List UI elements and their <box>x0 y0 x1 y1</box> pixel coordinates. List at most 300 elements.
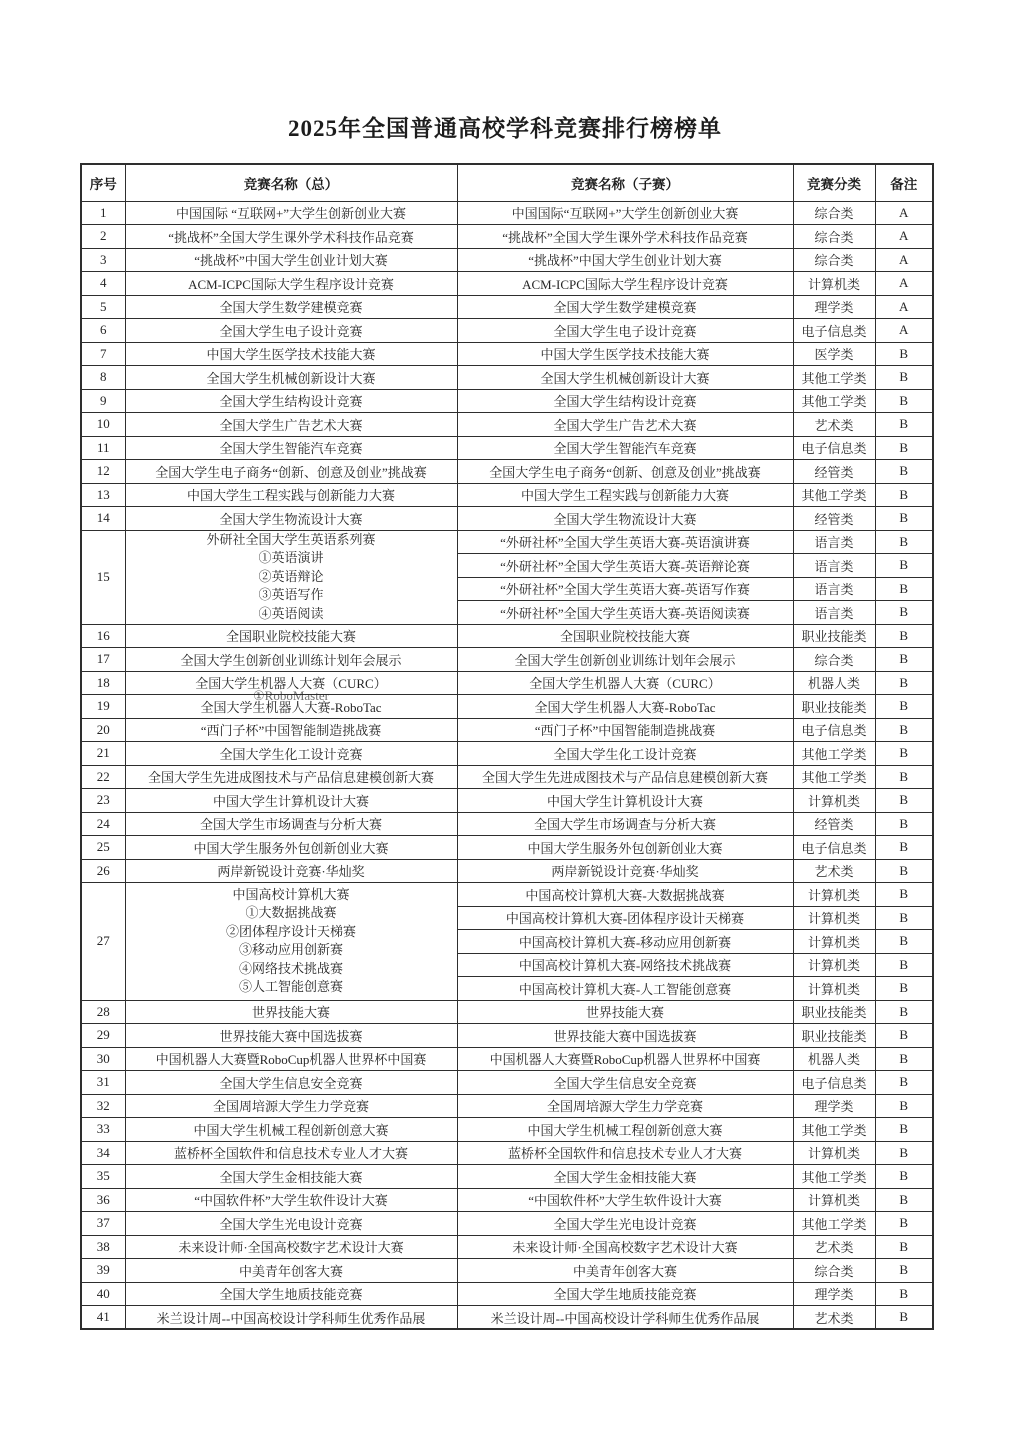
total-name-line: ⑤人工智能创意赛 <box>238 979 343 995</box>
category-cell: 综合类 <box>793 248 875 272</box>
row-number-cell: 1 <box>81 201 125 225</box>
table-body <box>81 201 933 1329</box>
category-cell: 经管类 <box>793 507 875 531</box>
total-name-line: 全国大学生金相技能大赛 <box>219 1169 363 1185</box>
row-number-cell: 34 <box>81 1141 125 1165</box>
table-row <box>81 389 933 413</box>
note-cell: B <box>875 742 933 766</box>
note-cell: B <box>875 413 933 437</box>
category-cell: 计算机类 <box>793 930 875 954</box>
row-number-cell: 4 <box>81 272 125 296</box>
competition-total-cell <box>125 413 457 437</box>
competition-total-cell <box>125 1024 457 1048</box>
category-cell: 计算机类 <box>793 977 875 1001</box>
row-number-cell: 19 <box>81 695 125 719</box>
row-number-cell: 29 <box>81 1024 125 1048</box>
competition-total-cell <box>125 1306 457 1330</box>
table-row <box>81 742 933 766</box>
competition-total-cell <box>125 530 457 624</box>
total-name-line: 蓝桥杯全国软件和信息技术专业人才大赛 <box>173 1146 408 1162</box>
row-number-cell: 20 <box>81 718 125 742</box>
total-name-line: 世界技能大赛中国选拔赛 <box>219 1028 363 1044</box>
note-cell: B <box>875 366 933 390</box>
total-name-line: 中国大学生机械工程创新创意大赛 <box>193 1122 389 1138</box>
table-row <box>81 695 933 719</box>
table-row <box>81 812 933 836</box>
note-cell: B <box>875 906 933 930</box>
total-name-line: 全国大学生电子设计竞赛 <box>219 323 363 339</box>
competition-ranking-table <box>80 163 934 1330</box>
category-cell: 艺术类 <box>793 413 875 437</box>
note-cell: B <box>875 436 933 460</box>
note-cell: A <box>875 319 933 343</box>
table-row <box>81 295 933 319</box>
total-name-line: 中国大学生医学技术技能大赛 <box>206 347 376 363</box>
category-cell: 其他工学类 <box>793 483 875 507</box>
total-name-line: 全国周培源大学生力学竞赛 <box>212 1099 369 1115</box>
note-cell: B <box>875 859 933 883</box>
competition-sub-cell: “挑战杯”中国大学生创业计划大赛 <box>457 248 793 272</box>
competition-total-cell <box>125 718 457 742</box>
competition-sub-cell: 蓝桥杯全国软件和信息技术专业人才大赛 <box>457 1141 793 1165</box>
category-cell: 计算机类 <box>793 272 875 296</box>
competition-total-cell <box>125 1259 457 1283</box>
total-name-line: 全国大学生机械创新设计大赛 <box>206 370 376 386</box>
competition-total-cell <box>125 765 457 789</box>
note-cell: B <box>875 789 933 813</box>
total-name-line: “挑战杯”全国大学生课外学术科技作品竞赛 <box>168 229 414 245</box>
row-number-cell: 18 <box>81 671 125 695</box>
total-name-line: 全国大学生电子商务“创新、创意及创业”挑战赛 <box>155 464 427 480</box>
category-cell: 其他工学类 <box>793 765 875 789</box>
total-name-line: ③移动应用创新赛 <box>238 942 343 958</box>
note-cell: B <box>875 1188 933 1212</box>
competition-sub-cell: 全国大学生智能汽车竞赛 <box>457 436 793 460</box>
competition-total-cell <box>125 1235 457 1259</box>
total-name-line: 全国大学生结构设计竞赛 <box>219 394 363 410</box>
category-cell: 理学类 <box>793 1282 875 1306</box>
competition-total-cell <box>125 789 457 813</box>
competition-total-cell <box>125 836 457 860</box>
note-cell: B <box>875 695 933 719</box>
competition-sub-cell: 中国大学生医学技术技能大赛 <box>457 342 793 366</box>
row-number-cell: 2 <box>81 225 125 249</box>
competition-sub-cell: 全国大学生数学建模竞赛 <box>457 295 793 319</box>
competition-total-cell <box>125 695 457 719</box>
competition-sub-cell: 全国大学生市场调查与分析大赛 <box>457 812 793 836</box>
competition-sub-cell: 全国大学生机器人大赛-RoboTac <box>457 695 793 719</box>
total-name-line: 全国大学生广告艺术大赛 <box>219 417 363 433</box>
clipped-text-line: ①RoboMaster <box>253 688 329 703</box>
table-row <box>81 1306 933 1330</box>
row-number-cell: 33 <box>81 1118 125 1142</box>
row-number-cell: 37 <box>81 1212 125 1236</box>
competition-sub-cell: “外研社杯”全国大学生英语大赛-英语演讲赛 <box>457 530 793 554</box>
competition-total-cell <box>125 342 457 366</box>
note-cell: B <box>875 577 933 601</box>
table-row <box>81 460 933 484</box>
total-name-line: 全国大学生物流设计大赛 <box>219 511 363 527</box>
competition-total-cell <box>125 483 457 507</box>
competition-sub-cell: 全国大学生创新创业训练计划年会展示 <box>457 648 793 672</box>
row-number-cell: 14 <box>81 507 125 531</box>
total-name-line: 中国机器人大赛暨RoboCup机器人世界杯中国赛 <box>155 1052 427 1068</box>
competition-sub-cell: “外研社杯”全国大学生英语大赛-英语辩论赛 <box>457 554 793 578</box>
total-name-line: “中国软件杯”大学生软件设计大赛 <box>194 1193 388 1209</box>
total-name-line: 全国大学生先进成图技术与产品信息建模创新大赛 <box>147 770 434 786</box>
header-competition-name-total: 竞赛名称（总） <box>125 164 457 201</box>
table-row <box>81 1047 933 1071</box>
table-row <box>81 789 933 813</box>
total-name-line: 中国高校计算机大赛 <box>232 886 350 902</box>
total-name-line: 米兰设计周--中国高校设计学科师生优秀作品展 <box>156 1310 426 1326</box>
category-cell: 机器人类 <box>793 1047 875 1071</box>
note-cell: B <box>875 601 933 625</box>
table-row <box>81 201 933 225</box>
total-name-line: ③英语写作 <box>258 587 324 603</box>
table-row <box>81 883 933 907</box>
table-row <box>81 436 933 460</box>
total-name-line: 未来设计师·全国高校数字艺术设计大赛 <box>178 1240 404 1256</box>
total-name-line: 全国大学生市场调查与分析大赛 <box>199 817 382 833</box>
category-cell: 机器人类 <box>793 671 875 695</box>
competition-sub-cell: 全国大学生先进成图技术与产品信息建模创新大赛 <box>457 765 793 789</box>
row-number-cell: 41 <box>81 1306 125 1330</box>
total-name-line: 世界技能大赛 <box>251 1005 330 1021</box>
competition-sub-cell: “挑战杯”全国大学生课外学术科技作品竞赛 <box>457 225 793 249</box>
category-cell: 其他工学类 <box>793 366 875 390</box>
competition-total-cell <box>125 1282 457 1306</box>
competition-total-cell <box>125 859 457 883</box>
category-cell: 计算机类 <box>793 1141 875 1165</box>
table-row <box>81 671 933 695</box>
category-cell: 经管类 <box>793 812 875 836</box>
note-cell: B <box>875 1000 933 1024</box>
note-cell: B <box>875 460 933 484</box>
total-name-line: ①大数据挑战赛 <box>245 905 337 921</box>
row-number-cell: 25 <box>81 836 125 860</box>
category-cell: 职业技能类 <box>793 1024 875 1048</box>
table-row <box>81 272 933 296</box>
competition-total-cell <box>125 624 457 648</box>
competition-sub-cell: 未来设计师·全国高校数字艺术设计大赛 <box>457 1235 793 1259</box>
row-number-cell: 22 <box>81 765 125 789</box>
competition-total-cell <box>125 1188 457 1212</box>
total-name-line: 全国大学生数学建模竞赛 <box>219 300 363 316</box>
note-cell: B <box>875 530 933 554</box>
category-cell: 计算机类 <box>793 906 875 930</box>
table-row <box>81 1165 933 1189</box>
table-row <box>81 225 933 249</box>
table-row <box>81 1141 933 1165</box>
total-name-line: “挑战杯”中国大学生创业计划大赛 <box>194 253 388 269</box>
row-number-cell: 12 <box>81 460 125 484</box>
competition-sub-cell: “中国软件杯”大学生软件设计大赛 <box>457 1188 793 1212</box>
competition-sub-cell: 全国大学生结构设计竞赛 <box>457 389 793 413</box>
competition-total-cell <box>125 1094 457 1118</box>
table-row <box>81 530 933 554</box>
competition-sub-cell: 中国高校计算机大赛-网络技术挑战赛 <box>457 953 793 977</box>
competition-total-cell <box>125 272 457 296</box>
total-name-line: ④英语阅读 <box>258 605 324 621</box>
table-row <box>81 718 933 742</box>
total-name-line: 全国大学生智能汽车竞赛 <box>219 441 363 457</box>
competition-sub-cell: 全国职业院校技能大赛 <box>457 624 793 648</box>
note-cell: B <box>875 1141 933 1165</box>
competition-sub-cell: 中国大学生服务外包创新创业大赛 <box>457 836 793 860</box>
competition-total-cell <box>125 507 457 531</box>
note-cell: B <box>875 1024 933 1048</box>
row-number-cell: 28 <box>81 1000 125 1024</box>
category-cell: 计算机类 <box>793 953 875 977</box>
competition-total-cell <box>125 812 457 836</box>
row-number-cell: 9 <box>81 389 125 413</box>
competition-sub-cell: 中国高校计算机大赛-大数据挑战赛 <box>457 883 793 907</box>
note-cell: B <box>875 1259 933 1283</box>
note-cell: B <box>875 483 933 507</box>
competition-sub-cell: 全国大学生地质技能竞赛 <box>457 1282 793 1306</box>
row-number-cell: 26 <box>81 859 125 883</box>
category-cell: 电子信息类 <box>793 319 875 343</box>
total-name-line: 全国大学生化工设计竞赛 <box>219 746 363 762</box>
category-cell: 职业技能类 <box>793 695 875 719</box>
category-cell: 医学类 <box>793 342 875 366</box>
header-row <box>81 164 933 201</box>
competition-sub-cell: 全国大学生信息安全竞赛 <box>457 1071 793 1095</box>
row-number-cell: 38 <box>81 1235 125 1259</box>
competition-sub-cell: 全国大学生机械创新设计大赛 <box>457 366 793 390</box>
competition-sub-cell: 中国大学生机械工程创新创意大赛 <box>457 1118 793 1142</box>
category-cell: 职业技能类 <box>793 1000 875 1024</box>
competition-sub-cell: 中国高校计算机大赛-移动应用创新赛 <box>457 930 793 954</box>
competition-total-cell <box>125 648 457 672</box>
table-row <box>81 366 933 390</box>
total-name-line: ④网络技术挑战赛 <box>238 960 343 976</box>
total-name-line: 中国大学生服务外包创新创业大赛 <box>193 840 389 856</box>
competition-sub-cell: 中国大学生计算机设计大赛 <box>457 789 793 813</box>
row-number-cell: 36 <box>81 1188 125 1212</box>
note-cell: B <box>875 812 933 836</box>
table-row <box>81 248 933 272</box>
category-cell: 职业技能类 <box>793 624 875 648</box>
category-cell: 综合类 <box>793 648 875 672</box>
category-cell: 计算机类 <box>793 789 875 813</box>
total-name-line: 两岸新锐设计竞赛·华灿奖 <box>217 864 365 880</box>
row-number-cell: 39 <box>81 1259 125 1283</box>
table-row <box>81 1235 933 1259</box>
competition-sub-cell: 世界技能大赛中国选拔赛 <box>457 1024 793 1048</box>
row-number-cell: 17 <box>81 648 125 672</box>
competition-total-cell <box>125 1141 457 1165</box>
note-cell: B <box>875 624 933 648</box>
row-number-cell: 7 <box>81 342 125 366</box>
category-cell: 理学类 <box>793 1094 875 1118</box>
table-row <box>81 342 933 366</box>
row-number-cell: 30 <box>81 1047 125 1071</box>
category-cell: 经管类 <box>793 460 875 484</box>
total-name-line: 中美青年创客大赛 <box>238 1263 343 1279</box>
total-name-line: 全国大学生光电设计竞赛 <box>219 1216 363 1232</box>
category-cell: 计算机类 <box>793 883 875 907</box>
competition-total-cell <box>125 389 457 413</box>
total-name-line: ACM-ICPC国际大学生程序设计竞赛 <box>188 276 394 292</box>
table-row <box>81 1024 933 1048</box>
competition-sub-cell: 全国大学生物流设计大赛 <box>457 507 793 531</box>
table-row <box>81 319 933 343</box>
competition-total-cell <box>125 1165 457 1189</box>
note-cell: B <box>875 1165 933 1189</box>
total-name-line: 全国大学生机器人大赛-RoboTac <box>200 699 382 715</box>
category-cell: 电子信息类 <box>793 836 875 860</box>
table-row <box>81 1259 933 1283</box>
table-row <box>81 413 933 437</box>
category-cell: 理学类 <box>793 295 875 319</box>
category-cell: 电子信息类 <box>793 436 875 460</box>
note-cell: B <box>875 1306 933 1330</box>
competition-sub-cell: 中国高校计算机大赛-人工智能创意赛 <box>457 977 793 1001</box>
competition-sub-cell: 中国大学生工程实践与创新能力大赛 <box>457 483 793 507</box>
competition-sub-cell: 全国周培源大学生力学竞赛 <box>457 1094 793 1118</box>
competition-total-cell <box>125 225 457 249</box>
note-cell: A <box>875 295 933 319</box>
competition-sub-cell: 全国大学生机器人大赛（CURC） <box>457 671 793 695</box>
row-number-cell: 10 <box>81 413 125 437</box>
row-number-cell: 24 <box>81 812 125 836</box>
note-cell: A <box>875 248 933 272</box>
competition-total-cell <box>125 1000 457 1024</box>
note-cell: A <box>875 201 933 225</box>
competition-sub-cell: “外研社杯”全国大学生英语大赛-英语写作赛 <box>457 577 793 601</box>
competition-sub-cell: 全国大学生广告艺术大赛 <box>457 413 793 437</box>
competition-sub-cell: “西门子杯”中国智能制造挑战赛 <box>457 718 793 742</box>
note-cell: B <box>875 1235 933 1259</box>
competition-total-cell <box>125 366 457 390</box>
competition-total-cell <box>125 436 457 460</box>
note-cell: B <box>875 953 933 977</box>
row-number-cell: 23 <box>81 789 125 813</box>
total-name-line: “西门子杯”中国智能制造挑战赛 <box>200 723 382 739</box>
note-cell: B <box>875 883 933 907</box>
note-cell: A <box>875 272 933 296</box>
total-name-line: ②英语辩论 <box>258 568 324 584</box>
competition-total-cell <box>125 319 457 343</box>
note-cell: B <box>875 718 933 742</box>
table-row <box>81 648 933 672</box>
row-number-cell: 35 <box>81 1165 125 1189</box>
category-cell: 电子信息类 <box>793 1071 875 1095</box>
category-cell: 其他工学类 <box>793 742 875 766</box>
competition-total-cell <box>125 460 457 484</box>
competition-sub-cell: 世界技能大赛 <box>457 1000 793 1024</box>
competition-total-cell <box>125 1118 457 1142</box>
table-row <box>81 836 933 860</box>
note-cell: B <box>875 930 933 954</box>
table-row <box>81 1118 933 1142</box>
competition-sub-cell: 全国大学生光电设计竞赛 <box>457 1212 793 1236</box>
competition-total-cell <box>125 295 457 319</box>
row-number-cell: 27 <box>81 883 125 1001</box>
competition-sub-cell: 米兰设计周--中国高校设计学科师生优秀作品展 <box>457 1306 793 1330</box>
competition-sub-cell: 全国大学生电子商务“创新、创意及创业”挑战赛 <box>457 460 793 484</box>
note-cell: A <box>875 225 933 249</box>
competition-total-cell <box>125 201 457 225</box>
category-cell: 其他工学类 <box>793 1118 875 1142</box>
total-name-line: 中国国际 “互联网+”大学生创新创业大赛 <box>175 206 407 222</box>
table-row <box>81 483 933 507</box>
note-cell: B <box>875 1094 933 1118</box>
table-row <box>81 765 933 789</box>
row-number-cell: 6 <box>81 319 125 343</box>
table-row <box>81 1000 933 1024</box>
competition-sub-cell: 两岸新锐设计竞赛·华灿奖 <box>457 859 793 883</box>
row-number-cell: 40 <box>81 1282 125 1306</box>
competition-total-cell <box>125 671 457 703</box>
row-number-cell: 8 <box>81 366 125 390</box>
competition-sub-cell: 全国大学生电子设计竞赛 <box>457 319 793 343</box>
competition-sub-cell: 中国高校计算机大赛-团体程序设计天梯赛 <box>457 906 793 930</box>
note-cell: B <box>875 836 933 860</box>
category-cell: 语言类 <box>793 577 875 601</box>
total-name-line: 中国大学生工程实践与创新能力大赛 <box>186 488 395 504</box>
note-cell: B <box>875 1282 933 1306</box>
header-competition-name-sub: 竞赛名称（子赛） <box>457 164 793 201</box>
category-cell: 语言类 <box>793 530 875 554</box>
row-number-cell: 11 <box>81 436 125 460</box>
total-name-line: ①英语演讲 <box>258 550 324 566</box>
header-remark: 备注 <box>875 164 933 201</box>
note-cell: B <box>875 648 933 672</box>
page-title: 2025年全国普通高校学科竞赛排行榜榜单 <box>288 116 722 141</box>
row-number-cell: 16 <box>81 624 125 648</box>
competition-sub-cell: 全国大学生化工设计竞赛 <box>457 742 793 766</box>
note-cell: B <box>875 1071 933 1095</box>
note-cell: B <box>875 507 933 531</box>
total-name-line: 外研社全国大学生英语系列赛 <box>206 531 376 547</box>
competition-sub-cell: “外研社杯”全国大学生英语大赛-英语阅读赛 <box>457 601 793 625</box>
competition-sub-cell: 中国国际“互联网+”大学生创新创业大赛 <box>457 201 793 225</box>
category-cell: 计算机类 <box>793 1188 875 1212</box>
total-name-line: 全国大学生地质技能竞赛 <box>219 1287 363 1303</box>
total-name-line: ②团体程序设计天梯赛 <box>225 923 356 939</box>
competition-total-cell <box>125 1047 457 1071</box>
row-number-cell: 32 <box>81 1094 125 1118</box>
note-cell: B <box>875 671 933 695</box>
total-name-line: 全国大学生机器人大赛（CURC） <box>195 676 387 692</box>
competition-sub-cell: 全国大学生金相技能大赛 <box>457 1165 793 1189</box>
competition-total-cell <box>125 1212 457 1236</box>
competition-total-cell <box>125 742 457 766</box>
competition-sub-cell: 中美青年创客大赛 <box>457 1259 793 1283</box>
note-cell: B <box>875 765 933 789</box>
row-number-cell: 13 <box>81 483 125 507</box>
note-cell: B <box>875 1118 933 1142</box>
category-cell: 综合类 <box>793 225 875 249</box>
competition-sub-cell: 中国机器人大赛暨RoboCup机器人世界杯中国赛 <box>457 1047 793 1071</box>
row-number-cell: 5 <box>81 295 125 319</box>
category-cell: 综合类 <box>793 1259 875 1283</box>
note-cell: B <box>875 389 933 413</box>
competition-total-cell <box>125 248 457 272</box>
note-cell: B <box>875 1047 933 1071</box>
competition-total-cell <box>125 1071 457 1095</box>
table-row <box>81 1071 933 1095</box>
table-row <box>81 624 933 648</box>
note-cell: B <box>875 342 933 366</box>
header-serial-number: 序号 <box>81 164 125 201</box>
note-cell: B <box>875 554 933 578</box>
category-cell: 其他工学类 <box>793 1165 875 1189</box>
table-row <box>81 1188 933 1212</box>
